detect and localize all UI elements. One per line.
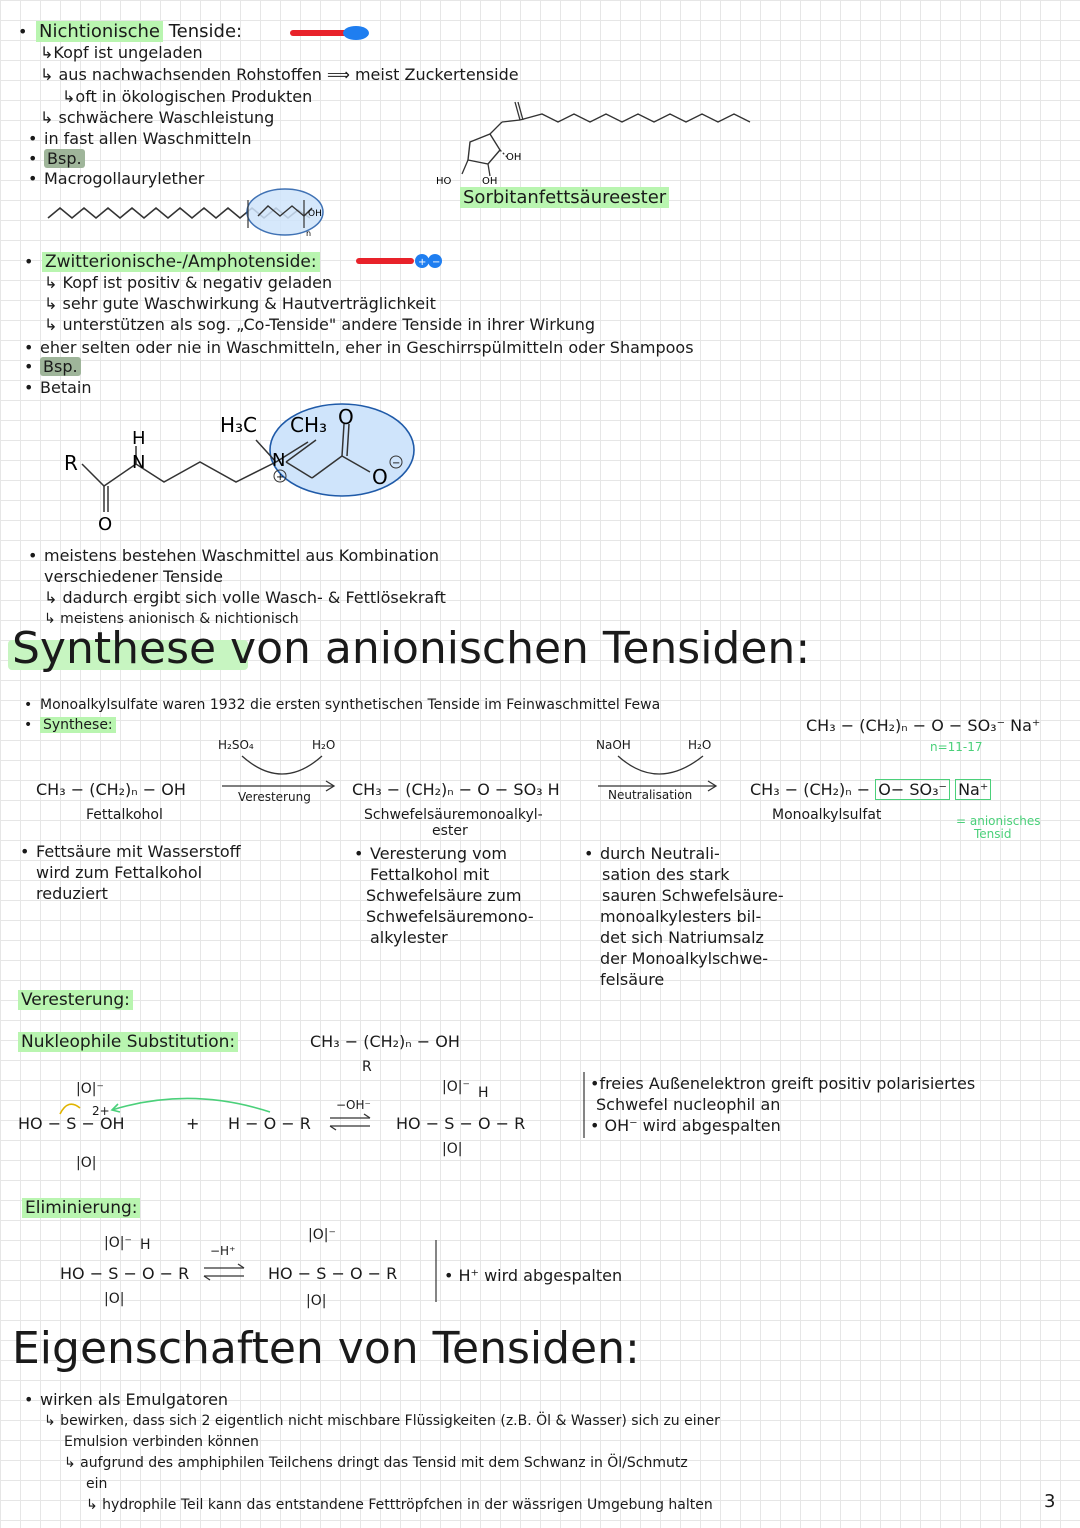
h-o-r: H − O − R — [228, 1114, 311, 1133]
note-right-2: sation des stark — [602, 865, 730, 884]
note-right-4: monoalkylesters bil- — [600, 907, 762, 926]
ester-note-3: • OH⁻ wird abgespalten — [590, 1116, 781, 1135]
formula-top: CH₃ − (CH₂)ₙ − O − SO₃⁻ Na⁺ — [806, 716, 1041, 735]
start-formula: CH₃ − (CH₂)ₙ − OH — [36, 780, 186, 799]
sorbitan-ho: HO — [436, 176, 452, 187]
sorbitan-label-text: Sorbitanfettsäureester — [460, 187, 669, 208]
elim-right-o-bot: |O| — [306, 1293, 327, 1309]
nonionic-line-1: ↳Kopf ist ungeladen — [40, 43, 203, 62]
sorbitan-label — [460, 188, 669, 208]
nonionic-bsp — [44, 149, 85, 169]
nonionic-line-2: ↳ aus nachwachsenden Rohstoffen ⟹ meist Zuckertenside — [40, 65, 519, 84]
end-formula-a: CH₃ − (CH₂)ₙ − — [750, 780, 871, 799]
sorbitan-structure — [430, 92, 760, 202]
note-mid-4: Schwefelsäuremono- — [366, 907, 534, 926]
right-mol: HO − S − O − R — [396, 1114, 526, 1133]
combo-line-2: verschiedener Tenside — [44, 567, 223, 586]
fatty-acid-chain — [520, 114, 750, 122]
note-right-5: det sich Natriumsalz — [600, 928, 764, 947]
betain-h: H — [132, 428, 146, 449]
oh-label: OH — [308, 209, 322, 219]
n-index: n — [306, 229, 312, 238]
elim-note: • H⁺ wird abgespalten — [444, 1266, 623, 1285]
betain-structure — [60, 400, 420, 540]
props-line-4: ein — [86, 1476, 108, 1492]
reagent-h2o-1: H₂O — [312, 738, 336, 752]
anionic-note-1: = anionisches — [956, 814, 1041, 828]
combo-line-3: ↳ dadurch ergibt sich volle Wasch- & Fettlösekraft — [44, 588, 446, 607]
svg-text:+: + — [418, 257, 427, 268]
mid-name-2: ester — [432, 823, 468, 839]
bsp-badge: Bsp. — [44, 149, 85, 168]
divider-line — [582, 1072, 586, 1138]
svg-text:−: − — [432, 257, 441, 268]
tenside-tail-red — [356, 258, 414, 264]
tenside-head-blue — [343, 26, 369, 40]
synthesis-title: Synthese von anionischen Tensiden: — [12, 623, 811, 674]
betain-h3c: H₃C — [220, 413, 258, 437]
right-mol-o-bot: |O| — [442, 1141, 463, 1157]
divider-line — [434, 1240, 438, 1302]
elim-left-o-bot: |O| — [104, 1291, 125, 1307]
elim-right-o-top: |O|⁻ — [308, 1227, 336, 1243]
zwitter-heading-text: Zwitterionische-/Amphotenside: — [42, 252, 320, 272]
nonionic-heading-rest: Tenside: — [163, 21, 243, 42]
end-name: Monoalkylsulfat — [772, 807, 882, 823]
betain-minus: − — [392, 458, 401, 469]
arrow-2-label: Neutralisation — [608, 788, 693, 802]
anionic-note-2: Tensid — [974, 827, 1012, 841]
bullet-dot: • — [18, 22, 28, 41]
betain-o: O — [98, 514, 113, 535]
ester-note-1: •freies Außenelektron greift positiv polarisiertes — [590, 1074, 976, 1093]
equilibrium-arrow-1 — [330, 1114, 374, 1130]
arrow-1-label: Veresterung — [238, 790, 311, 804]
zwitter-tenside-symbol — [356, 254, 446, 268]
note-mid-3: Schwefelsäure zum — [366, 886, 522, 905]
nucleophilic-label — [18, 1032, 238, 1052]
minus-oh-label: −OH⁻ — [336, 1098, 371, 1112]
betain-ch3: CH₃ — [290, 413, 328, 437]
properties-title: Eigenschaften von Tensiden: — [12, 1323, 640, 1374]
n-range: n=11-17 — [930, 740, 983, 754]
page-number: 3 — [1044, 1491, 1056, 1512]
reagent-naoh: NaOH — [596, 738, 631, 752]
zwitter-line-2: ↳ sehr gute Waschwirkung & Hautverträglichkeit — [44, 294, 436, 313]
zwitter-bullet-2: • Betain — [40, 378, 91, 398]
end-formula-c: Na⁺ — [955, 779, 991, 800]
sorbitan-oh-2: OH — [482, 176, 498, 187]
betain-o-top: O — [338, 405, 354, 429]
zwitter-line-1: ↳ Kopf ist positiv & negativ geladen — [44, 273, 333, 292]
betain-n: N — [132, 452, 146, 473]
left-mol-o-bot: |O| — [76, 1155, 97, 1171]
betain-o-minus: O — [372, 465, 388, 489]
props-bullet-1: • wirken als Emulgatoren — [40, 1390, 228, 1410]
note-right-6: der Monoalkylschwe- — [600, 949, 769, 968]
elim-left-h: H — [140, 1237, 151, 1253]
combo-line-4: ↳ meistens anionisch & nichtionisch — [44, 611, 299, 627]
nonionic-line-4: ↳ schwächere Waschleistung — [40, 108, 275, 127]
minus-h-label: −H⁺ — [210, 1244, 236, 1258]
ester-note-2: Schwefel nucleophil an — [596, 1095, 781, 1114]
bullet-dot: • — [24, 252, 34, 271]
elim-left-o-top: |O|⁻ — [104, 1235, 132, 1251]
zwitter-bullet-1: • eher selten oder nie in Waschmitteln, eher in Geschirrspülmitteln oder Shampoos — [40, 338, 694, 358]
mid-formula: CH₃ − (CH₂)ₙ − O − SO₃ H — [352, 780, 560, 799]
props-line-3: ↳ aufgrund des amphiphilen Teilchens dringt das Tensid mit dem Schwanz in Öl/Schmutz — [64, 1455, 688, 1471]
note-mid-1: • Veresterung vom — [370, 844, 507, 864]
ester-heading — [18, 990, 133, 1010]
nucleophilic-formula: CH₃ − (CH₂)ₙ − OH — [310, 1032, 460, 1051]
ester-plus: + — [186, 1114, 200, 1133]
end-formula — [750, 780, 991, 800]
macrogollaurylether-structure — [40, 186, 340, 246]
elim-heading-text: Eliminierung: — [22, 1198, 140, 1218]
start-name: Fettalkohol — [86, 807, 163, 823]
right-mol-o-top: |O|⁻ — [442, 1079, 470, 1095]
elim-heading — [22, 1198, 140, 1218]
props-line-1: ↳ bewirken, dass sich 2 eigentlich nicht mischbare Flüssigkeiten (z.B. Öl & Wasser) sich zu einer — [44, 1413, 720, 1429]
furan-ring — [468, 134, 500, 164]
note-left-2: wird zum Fettalkohol — [36, 863, 203, 882]
left-mol: HO − S − OH — [18, 1114, 125, 1133]
betain-n-plus: N — [272, 450, 286, 471]
zwitter-line-3: ↳ unterstützen als sog. „Co-Tenside" andere Tenside in ihrer Wirkung — [44, 315, 596, 334]
equilibrium-arrow-2 — [204, 1264, 248, 1280]
elim-left-mol: HO − S − O − R — [60, 1264, 190, 1283]
synthesis-label: Synthese: — [40, 717, 116, 733]
end-formula-b: O− SO₃⁻ — [875, 779, 950, 800]
nonionic-heading-highlight: Nichtionische — [36, 21, 163, 42]
bsp-badge: Bsp. — [40, 357, 81, 376]
reagent-h2so4: H₂SO₄ — [218, 738, 254, 752]
note-right-1: • durch Neutrali- — [600, 844, 720, 864]
nonionic-bullet-2: • Macrogollaurylether — [44, 169, 204, 189]
zwitter-heading — [42, 252, 320, 272]
zwitter-bsp — [40, 357, 81, 377]
synthesis-bullet-2 — [40, 716, 116, 734]
left-mol-o-top: |O|⁻ — [76, 1081, 104, 1097]
note-left-1: • Fettsäure mit Wasserstoff — [36, 842, 241, 862]
note-right-3: sauren Schwefelsäure- — [602, 886, 784, 905]
nucleophilic-label-text: Nukleophile Substitution: — [18, 1032, 238, 1052]
left-mol-charge: 2+ — [92, 1104, 110, 1118]
nonionic-tenside-symbol — [290, 26, 370, 40]
nonionic-bullet-1: • in fast allen Waschmitteln — [44, 129, 251, 149]
reaction-arrow-1 — [222, 752, 342, 792]
ester-heading-text: Veresterung: — [18, 990, 133, 1010]
sorbitan-oh-1: OH — [506, 152, 522, 163]
nonionic-line-3: ↳oft in ökologischen Produkten — [62, 87, 313, 106]
props-line-2: Emulsion verbinden können — [64, 1434, 259, 1450]
note-left-3: reduziert — [36, 884, 108, 903]
nonionic-heading — [36, 22, 242, 42]
reaction-arrow-2 — [598, 752, 728, 792]
note-right-7: felsäure — [600, 970, 665, 989]
mid-name-1: Schwefelsäuremonoalkyl- — [364, 807, 543, 823]
combo-line-1: • meistens bestehen Waschmittel aus Kombination — [44, 546, 439, 566]
r-label: R — [362, 1059, 372, 1075]
betain-plus: + — [276, 472, 285, 483]
reagent-h2o-2: H₂O — [688, 738, 712, 752]
note-mid-2: Fettalkohol mit — [370, 865, 490, 884]
elim-right-mol: HO − S − O − R — [268, 1264, 398, 1283]
betain-r: R — [64, 451, 78, 475]
synthesis-bullet-1: • Monoalkylsulfate waren 1932 die ersten synthetischen Tenside im Feinwaschmittel Fewa — [40, 696, 660, 714]
note-mid-5: alkylester — [370, 928, 448, 947]
right-mol-h: H — [478, 1085, 489, 1101]
props-line-5: ↳ hydrophile Teil kann das entstandene Fetttröpfchen in der wässrigen Umgebung halten — [86, 1497, 713, 1513]
tenside-tail-red — [290, 30, 348, 36]
